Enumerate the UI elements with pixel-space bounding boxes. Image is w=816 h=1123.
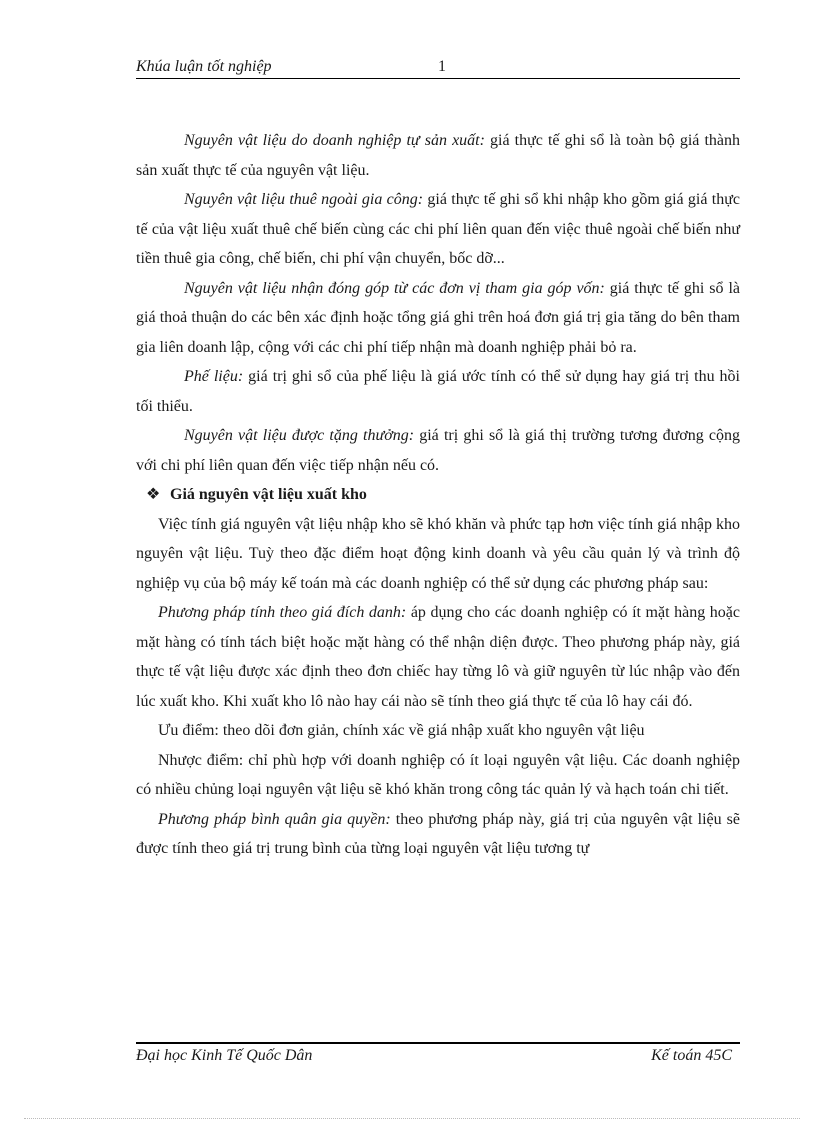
paragraph-donated <box>136 421 740 480</box>
paragraph-advantage: Ưu điểm: theo dõi đơn giản, chính xác về giá nhập xuất kho nguyên vật liệu <box>158 722 645 739</box>
paragraph-lead: Nguyên vật liệu thuê ngoài gia công: <box>184 191 424 208</box>
paragraph-disadvantage: Nhược điểm: chỉ phù hợp với doanh nghiệp có ít loại nguyên vật liệu. Các doanh nghiệp có nhiều chủng loại nguyên vật liệu sẽ khó khăn trong công tác quản lý và hạch toán chi tiết. <box>136 751 740 798</box>
paragraph-contributed <box>136 274 740 363</box>
paragraph-text: theo phương pháp này, giá trị của nguyên vật liệu sẽ được tính theo giá trị trung bình của từng loại nguyên vật liệu tương tự <box>136 810 740 857</box>
paragraph-text: giá thực tế ghi sổ là giá thoả thuận do các bên xác định hoặc tổng giá ghi trên hoá đơn giá trị gia tăng do bên tham gia liên doanh lập, cộng với các chi phí tiếp nhận mà doanh nghiệp phải bỏ ra. <box>136 279 741 356</box>
page-header <box>136 56 740 79</box>
page-number: 1 <box>438 58 446 75</box>
footer-divider <box>136 1042 740 1044</box>
paragraph-text: giá thực tế ghi sổ là toàn bộ giá thành sản xuất thực tế của nguyên vật liệu. <box>136 132 741 179</box>
section-heading <box>136 480 740 510</box>
paragraph-method-specific <box>136 598 740 716</box>
page-edge-divider <box>24 1118 800 1119</box>
footer-university: Đại học Kinh Tế Quốc Dân <box>136 1047 313 1064</box>
paragraph-lead: Nguyên vật liệu được tặng thưởng: <box>184 427 415 444</box>
paragraph-lead: Phương pháp bình quân gia quyền: <box>158 810 391 828</box>
paragraph-method-weighted <box>136 805 740 864</box>
document-body <box>136 126 740 864</box>
footer-class: Kế toán 45C <box>651 1047 732 1064</box>
paragraph-self-produced <box>136 126 740 185</box>
diamond-bullet-icon: ❖ <box>146 486 161 503</box>
paragraph-lead: Phế liệu: <box>184 368 244 385</box>
paragraph-lead: Nguyên vật liệu do doanh nghiệp tự sản xuất: <box>184 132 485 149</box>
paragraph-scrap <box>136 362 740 421</box>
paragraph-lead: Phương pháp tính theo giá đích danh: <box>158 604 407 621</box>
paragraph-text: áp dụng cho các doanh nghiệp có ít mặt hàng hoặc mặt hàng có tính tách biệt hoặc mặt hàng có thể nhận diện được. Theo phương pháp này, giá thực tế vật liệu được xác định theo đơn chiếc hay từng lô và giữ nguyên từ lúc nhập vào đến lúc xuất kho. Khi xuất kho lô nào hay cái nào sẽ tính theo giá thực tế của lô hay cái đó. <box>136 604 741 710</box>
paragraph-text: giá thực tế ghi sổ khi nhập kho gồm giá giá thực tế của vật liệu xuất thuê chế biến cùng các chi phí liên quan đến việc thuê ngoài chế biến như tiền thuê gia công, chế biến, chi phí vận chuyển, bốc dỡ... <box>136 191 740 267</box>
paragraph-text: giá trị ghi sổ là giá thị trường tương đương cộng với chi phí liên quan đến việc tiếp nhận nếu có. <box>136 427 741 474</box>
paragraph-lead: Nguyên vật liệu nhận đóng góp từ các đơn vị tham gia góp vốn: <box>184 279 605 297</box>
paragraph-intro: Việc tính giá nguyên vật liệu nhập kho sẽ khó khăn và phức tạp hơn việc tính giá nhập kho nguyên vật liệu. Tuỳ theo đặc điểm hoạt động kinh doanh và yêu cầu quản lý và trình độ nghiệp vụ của bộ máy kế toán mà các doanh nghiệp có thể sử dụng các phương pháp sau: <box>136 515 740 592</box>
paragraph-outsourced <box>136 185 740 274</box>
header-title: Khúa luận tốt nghiệp <box>136 58 272 75</box>
paragraph-text: giá trị ghi sổ của phế liệu là giá ước tính có thể sử dụng hay giá trị thu hồi tối thiểu. <box>136 368 740 415</box>
section-heading-text: Giá nguyên vật liệu xuất kho <box>170 486 367 503</box>
